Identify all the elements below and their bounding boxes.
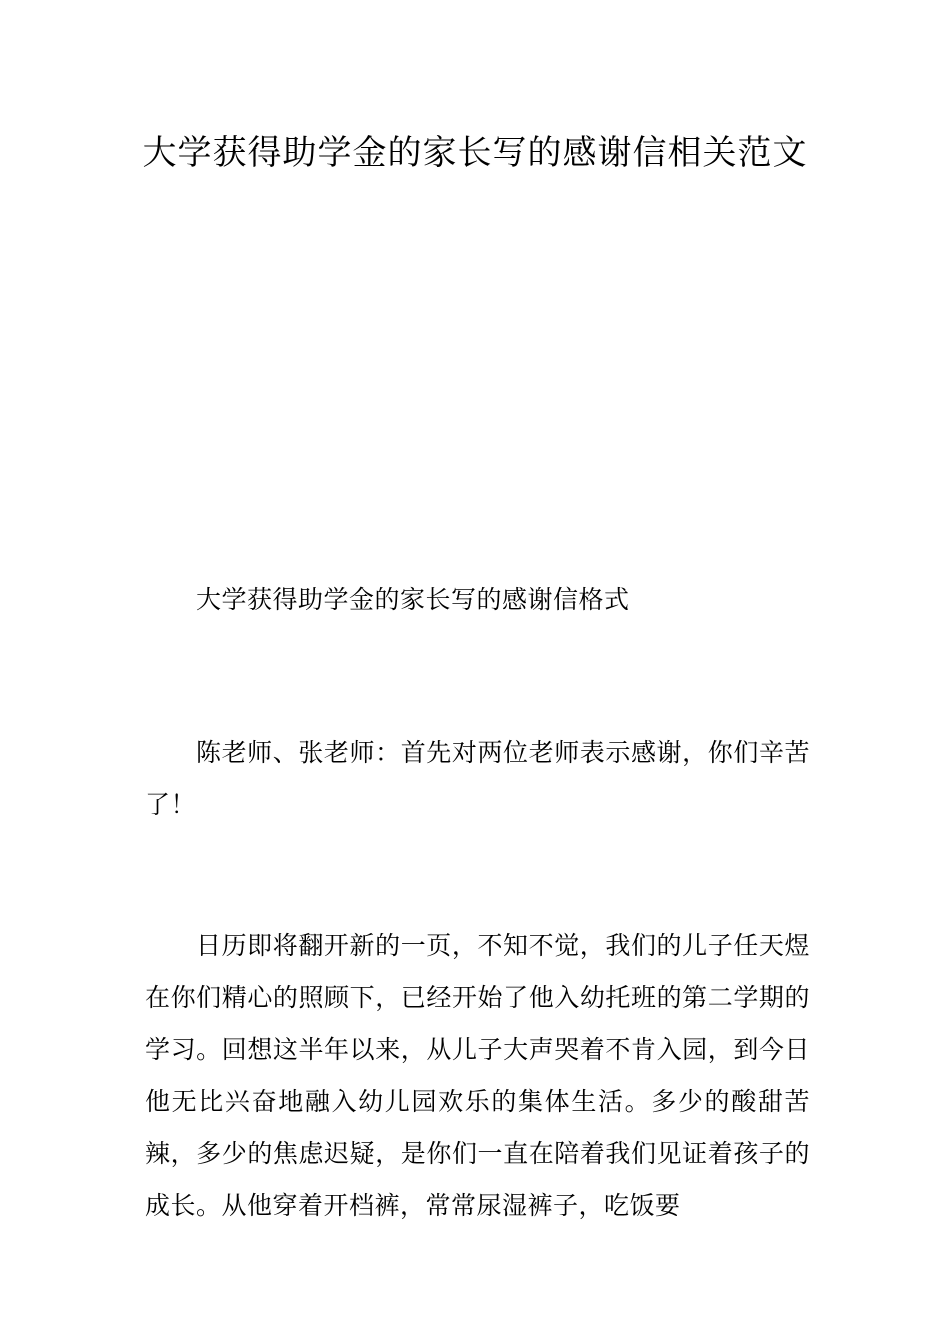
format-heading: 大学获得助学金的家长写的感谢信格式 (196, 585, 630, 614)
document-title: 大学获得助学金的家长写的感谢信相关范文 (142, 133, 808, 173)
paragraph-main: 日历即将翻开新的一页，不知不觉，我们的儿子任天煜在你们精心的照顾下，已经开始了他入幼托班的第二学期的学习。回想这半年以来，从儿子大声哭着不肯入园，到今日他无比兴奋地融入幼儿园欢乐的集体生活。多少的酸甜苦辣，多少的焦虑迟疑，是你们一直在陪着我们见证着孩子的成长。从他穿着开档裤，常常尿湿裤子，吃饭要 (145, 931, 810, 1220)
paragraph-greeting: 陈老师、张老师：首先对两位老师表示感谢，你们辛苦了！ (145, 738, 810, 819)
